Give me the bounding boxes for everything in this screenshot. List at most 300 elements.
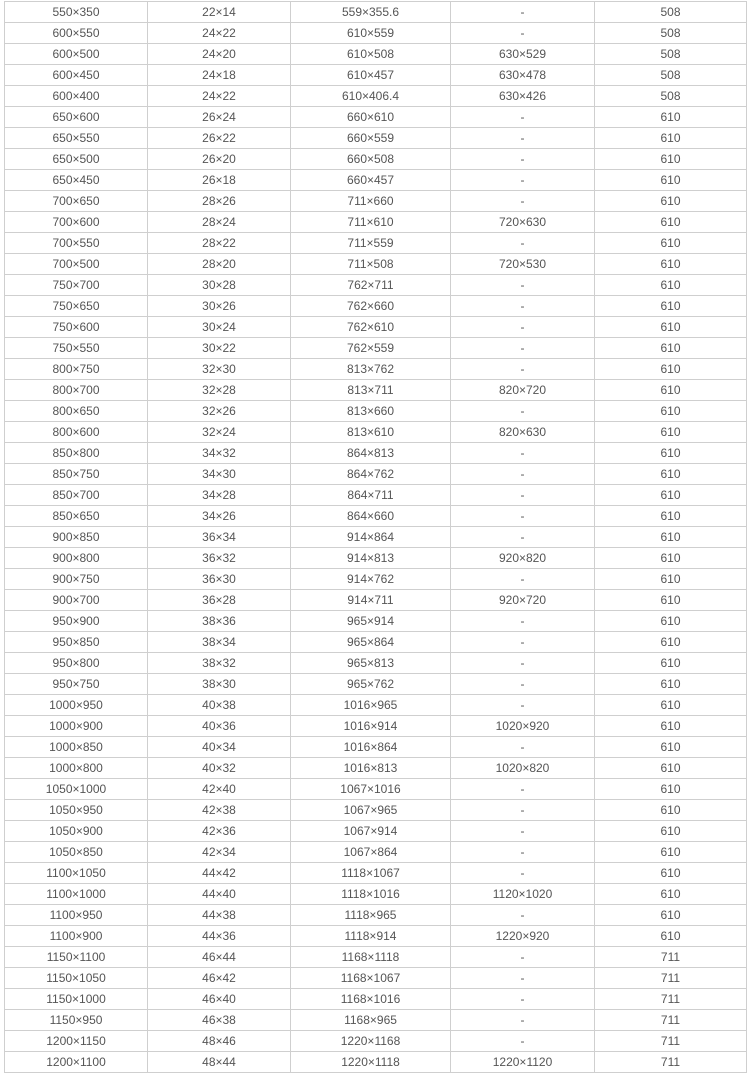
table-row [5, 758, 747, 779]
cell-nominal-size: 800×700 [5, 380, 148, 401]
table-row [5, 611, 747, 632]
cell-nominal-size: 1150×1000 [5, 989, 148, 1010]
cell-flange-size: 610 [595, 800, 747, 821]
cell-nominal-size: 1150×1050 [5, 968, 148, 989]
cell-alt-size: - [451, 674, 595, 695]
cell-metric-size: 965×813 [291, 653, 451, 674]
table-row [5, 989, 747, 1010]
cell-metric-size: 711×508 [291, 254, 451, 275]
cell-nominal-size: 750×700 [5, 275, 148, 296]
cell-alt-size: - [451, 485, 595, 506]
cell-alt-size: - [451, 947, 595, 968]
cell-flange-size: 610 [595, 128, 747, 149]
table-row [5, 296, 747, 317]
cell-inch-size: 34×28 [148, 485, 291, 506]
cell-nominal-size: 600×500 [5, 44, 148, 65]
cell-alt-size: 1220×920 [451, 926, 595, 947]
cell-flange-size: 711 [595, 989, 747, 1010]
cell-flange-size: 610 [595, 338, 747, 359]
cell-inch-size: 46×44 [148, 947, 291, 968]
cell-inch-size: 30×22 [148, 338, 291, 359]
table-row [5, 1010, 747, 1031]
cell-alt-size: - [451, 842, 595, 863]
table-row [5, 44, 747, 65]
cell-inch-size: 44×42 [148, 863, 291, 884]
cell-alt-size: - [451, 359, 595, 380]
table-row [5, 590, 747, 611]
cell-metric-size: 1168×1016 [291, 989, 451, 1010]
cell-metric-size: 1067×965 [291, 800, 451, 821]
cell-inch-size: 28×24 [148, 212, 291, 233]
cell-nominal-size: 600×400 [5, 86, 148, 107]
cell-metric-size: 1118×914 [291, 926, 451, 947]
cell-metric-size: 559×355.6 [291, 2, 451, 23]
cell-alt-size: 920×720 [451, 590, 595, 611]
cell-inch-size: 42×36 [148, 821, 291, 842]
cell-inch-size: 28×26 [148, 191, 291, 212]
table-row [5, 191, 747, 212]
cell-metric-size: 1067×1016 [291, 779, 451, 800]
cell-flange-size: 610 [595, 359, 747, 380]
cell-nominal-size: 650×450 [5, 170, 148, 191]
cell-metric-size: 813×711 [291, 380, 451, 401]
table-row [5, 737, 747, 758]
cell-inch-size: 30×26 [148, 296, 291, 317]
cell-alt-size: - [451, 128, 595, 149]
size-spec-table-body [5, 2, 747, 1073]
cell-inch-size: 32×26 [148, 401, 291, 422]
cell-inch-size: 38×30 [148, 674, 291, 695]
cell-inch-size: 36×28 [148, 590, 291, 611]
cell-alt-size: - [451, 2, 595, 23]
cell-flange-size: 610 [595, 380, 747, 401]
table-row [5, 779, 747, 800]
cell-metric-size: 610×508 [291, 44, 451, 65]
table-row [5, 842, 747, 863]
cell-nominal-size: 650×500 [5, 149, 148, 170]
cell-inch-size: 28×22 [148, 233, 291, 254]
cell-metric-size: 965×864 [291, 632, 451, 653]
cell-nominal-size: 800×750 [5, 359, 148, 380]
table-row [5, 821, 747, 842]
table-row [5, 359, 747, 380]
cell-nominal-size: 850×750 [5, 464, 148, 485]
table-row [5, 716, 747, 737]
cell-metric-size: 965×762 [291, 674, 451, 695]
cell-alt-size: 630×426 [451, 86, 595, 107]
cell-inch-size: 32×30 [148, 359, 291, 380]
cell-alt-size: - [451, 338, 595, 359]
table-row [5, 149, 747, 170]
cell-metric-size: 762×610 [291, 317, 451, 338]
cell-alt-size: 1220×1120 [451, 1052, 595, 1073]
cell-flange-size: 610 [595, 842, 747, 863]
cell-nominal-size: 600×450 [5, 65, 148, 86]
cell-nominal-size: 600×550 [5, 23, 148, 44]
cell-flange-size: 610 [595, 590, 747, 611]
cell-metric-size: 914×864 [291, 527, 451, 548]
cell-metric-size: 1220×1168 [291, 1031, 451, 1052]
cell-inch-size: 26×20 [148, 149, 291, 170]
cell-alt-size: 820×630 [451, 422, 595, 443]
cell-metric-size: 1016×864 [291, 737, 451, 758]
cell-nominal-size: 550×350 [5, 2, 148, 23]
cell-alt-size: 1020×920 [451, 716, 595, 737]
cell-metric-size: 914×813 [291, 548, 451, 569]
cell-inch-size: 34×30 [148, 464, 291, 485]
cell-alt-size: - [451, 23, 595, 44]
cell-alt-size: - [451, 569, 595, 590]
cell-inch-size: 42×40 [148, 779, 291, 800]
cell-inch-size: 26×18 [148, 170, 291, 191]
cell-flange-size: 508 [595, 86, 747, 107]
cell-flange-size: 610 [595, 443, 747, 464]
cell-flange-size: 610 [595, 527, 747, 548]
table-row [5, 947, 747, 968]
table-row [5, 884, 747, 905]
cell-nominal-size: 900×750 [5, 569, 148, 590]
cell-alt-size: - [451, 275, 595, 296]
cell-nominal-size: 1000×800 [5, 758, 148, 779]
cell-inch-size: 42×34 [148, 842, 291, 863]
cell-flange-size: 610 [595, 653, 747, 674]
cell-alt-size: - [451, 821, 595, 842]
cell-alt-size: - [451, 527, 595, 548]
cell-flange-size: 610 [595, 821, 747, 842]
cell-flange-size: 610 [595, 149, 747, 170]
table-row [5, 86, 747, 107]
cell-flange-size: 610 [595, 548, 747, 569]
cell-inch-size: 38×34 [148, 632, 291, 653]
cell-flange-size: 610 [595, 422, 747, 443]
cell-flange-size: 711 [595, 947, 747, 968]
cell-nominal-size: 950×900 [5, 611, 148, 632]
cell-metric-size: 660×559 [291, 128, 451, 149]
cell-inch-size: 24×22 [148, 86, 291, 107]
cell-alt-size: - [451, 905, 595, 926]
cell-inch-size: 28×20 [148, 254, 291, 275]
cell-alt-size: - [451, 653, 595, 674]
table-row [5, 926, 747, 947]
cell-nominal-size: 800×600 [5, 422, 148, 443]
cell-metric-size: 864×813 [291, 443, 451, 464]
table-row [5, 905, 747, 926]
cell-nominal-size: 700×650 [5, 191, 148, 212]
cell-flange-size: 610 [595, 212, 747, 233]
cell-nominal-size: 1150×950 [5, 1010, 148, 1031]
cell-metric-size: 610×559 [291, 23, 451, 44]
cell-inch-size: 40×38 [148, 695, 291, 716]
cell-alt-size: 920×820 [451, 548, 595, 569]
cell-metric-size: 1016×965 [291, 695, 451, 716]
cell-flange-size: 610 [595, 485, 747, 506]
cell-nominal-size: 1100×900 [5, 926, 148, 947]
cell-alt-size: - [451, 296, 595, 317]
table-row [5, 968, 747, 989]
cell-flange-size: 610 [595, 107, 747, 128]
cell-alt-size: - [451, 611, 595, 632]
cell-flange-size: 610 [595, 905, 747, 926]
cell-flange-size: 610 [595, 317, 747, 338]
cell-flange-size: 711 [595, 968, 747, 989]
cell-nominal-size: 850×800 [5, 443, 148, 464]
cell-inch-size: 48×44 [148, 1052, 291, 1073]
cell-inch-size: 38×36 [148, 611, 291, 632]
cell-flange-size: 610 [595, 884, 747, 905]
table-row [5, 23, 747, 44]
cell-metric-size: 660×508 [291, 149, 451, 170]
cell-metric-size: 1168×1067 [291, 968, 451, 989]
cell-inch-size: 44×38 [148, 905, 291, 926]
cell-nominal-size: 700×600 [5, 212, 148, 233]
cell-flange-size: 610 [595, 170, 747, 191]
cell-alt-size: - [451, 863, 595, 884]
cell-alt-size: - [451, 989, 595, 1010]
table-row [5, 569, 747, 590]
table-row [5, 548, 747, 569]
table-row [5, 1031, 747, 1052]
cell-nominal-size: 1000×950 [5, 695, 148, 716]
cell-flange-size: 711 [595, 1031, 747, 1052]
table-row [5, 485, 747, 506]
cell-alt-size: 1120×1020 [451, 884, 595, 905]
cell-inch-size: 36×30 [148, 569, 291, 590]
cell-nominal-size: 700×550 [5, 233, 148, 254]
cell-nominal-size: 1100×1000 [5, 884, 148, 905]
table-row [5, 65, 747, 86]
cell-nominal-size: 750×650 [5, 296, 148, 317]
cell-metric-size: 711×559 [291, 233, 451, 254]
cell-flange-size: 610 [595, 191, 747, 212]
cell-inch-size: 34×32 [148, 443, 291, 464]
cell-nominal-size: 750×600 [5, 317, 148, 338]
table-row [5, 401, 747, 422]
cell-metric-size: 1118×965 [291, 905, 451, 926]
cell-metric-size: 711×660 [291, 191, 451, 212]
cell-inch-size: 40×32 [148, 758, 291, 779]
cell-alt-size: 630×529 [451, 44, 595, 65]
table-row [5, 212, 747, 233]
table-row [5, 1052, 747, 1073]
table-row [5, 695, 747, 716]
cell-flange-size: 508 [595, 44, 747, 65]
cell-metric-size: 914×711 [291, 590, 451, 611]
cell-nominal-size: 1100×950 [5, 905, 148, 926]
cell-metric-size: 711×610 [291, 212, 451, 233]
cell-metric-size: 1118×1067 [291, 863, 451, 884]
cell-metric-size: 1067×914 [291, 821, 451, 842]
cell-metric-size: 762×711 [291, 275, 451, 296]
cell-alt-size: - [451, 443, 595, 464]
cell-flange-size: 610 [595, 674, 747, 695]
cell-nominal-size: 1000×850 [5, 737, 148, 758]
cell-nominal-size: 950×750 [5, 674, 148, 695]
cell-nominal-size: 1200×1100 [5, 1052, 148, 1073]
cell-alt-size: - [451, 464, 595, 485]
cell-alt-size: 720×530 [451, 254, 595, 275]
cell-flange-size: 610 [595, 569, 747, 590]
cell-nominal-size: 700×500 [5, 254, 148, 275]
cell-flange-size: 711 [595, 1052, 747, 1073]
table-row [5, 380, 747, 401]
cell-alt-size: - [451, 779, 595, 800]
cell-inch-size: 46×42 [148, 968, 291, 989]
cell-alt-size: 630×478 [451, 65, 595, 86]
cell-inch-size: 22×14 [148, 2, 291, 23]
cell-nominal-size: 850×700 [5, 485, 148, 506]
cell-metric-size: 864×660 [291, 506, 451, 527]
cell-inch-size: 46×38 [148, 1010, 291, 1031]
table-row [5, 506, 747, 527]
cell-nominal-size: 900×700 [5, 590, 148, 611]
table-row [5, 107, 747, 128]
cell-metric-size: 762×660 [291, 296, 451, 317]
cell-alt-size: - [451, 737, 595, 758]
cell-nominal-size: 850×650 [5, 506, 148, 527]
cell-flange-size: 610 [595, 296, 747, 317]
cell-flange-size: 610 [595, 737, 747, 758]
cell-metric-size: 1067×864 [291, 842, 451, 863]
cell-metric-size: 965×914 [291, 611, 451, 632]
cell-nominal-size: 950×850 [5, 632, 148, 653]
cell-flange-size: 610 [595, 611, 747, 632]
table-row [5, 464, 747, 485]
size-spec-table [4, 1, 747, 1073]
cell-flange-size: 610 [595, 695, 747, 716]
table-row [5, 443, 747, 464]
cell-inch-size: 36×32 [148, 548, 291, 569]
cell-nominal-size: 650×550 [5, 128, 148, 149]
cell-metric-size: 864×711 [291, 485, 451, 506]
cell-flange-size: 610 [595, 275, 747, 296]
table-row [5, 674, 747, 695]
cell-alt-size: - [451, 107, 595, 128]
cell-inch-size: 30×24 [148, 317, 291, 338]
table-row [5, 2, 747, 23]
cell-flange-size: 610 [595, 758, 747, 779]
cell-inch-size: 24×22 [148, 23, 291, 44]
cell-nominal-size: 1050×900 [5, 821, 148, 842]
cell-nominal-size: 950×800 [5, 653, 148, 674]
cell-alt-size: 720×630 [451, 212, 595, 233]
cell-inch-size: 36×34 [148, 527, 291, 548]
table-row [5, 233, 747, 254]
cell-metric-size: 1016×914 [291, 716, 451, 737]
cell-flange-size: 508 [595, 23, 747, 44]
cell-flange-size: 610 [595, 254, 747, 275]
cell-alt-size: - [451, 233, 595, 254]
cell-metric-size: 813×610 [291, 422, 451, 443]
cell-metric-size: 1118×1016 [291, 884, 451, 905]
cell-flange-size: 508 [595, 65, 747, 86]
cell-alt-size: - [451, 149, 595, 170]
cell-flange-size: 610 [595, 863, 747, 884]
table-row [5, 275, 747, 296]
cell-flange-size: 508 [595, 2, 747, 23]
table-row [5, 317, 747, 338]
cell-alt-size: - [451, 170, 595, 191]
cell-inch-size: 24×20 [148, 44, 291, 65]
cell-inch-size: 38×32 [148, 653, 291, 674]
cell-alt-size: - [451, 800, 595, 821]
cell-alt-size: - [451, 191, 595, 212]
cell-metric-size: 610×406.4 [291, 86, 451, 107]
table-row [5, 800, 747, 821]
cell-nominal-size: 650×600 [5, 107, 148, 128]
cell-inch-size: 26×24 [148, 107, 291, 128]
cell-nominal-size: 750×550 [5, 338, 148, 359]
cell-inch-size: 44×40 [148, 884, 291, 905]
cell-metric-size: 1016×813 [291, 758, 451, 779]
cell-alt-size: 1020×820 [451, 758, 595, 779]
cell-metric-size: 813×660 [291, 401, 451, 422]
cell-metric-size: 864×762 [291, 464, 451, 485]
cell-inch-size: 44×36 [148, 926, 291, 947]
cell-flange-size: 610 [595, 632, 747, 653]
cell-nominal-size: 1000×900 [5, 716, 148, 737]
cell-alt-size: 820×720 [451, 380, 595, 401]
cell-alt-size: - [451, 968, 595, 989]
cell-alt-size: - [451, 506, 595, 527]
cell-metric-size: 762×559 [291, 338, 451, 359]
cell-metric-size: 1168×1118 [291, 947, 451, 968]
cell-nominal-size: 1200×1150 [5, 1031, 148, 1052]
table-row [5, 863, 747, 884]
cell-inch-size: 42×38 [148, 800, 291, 821]
cell-inch-size: 40×36 [148, 716, 291, 737]
cell-flange-size: 610 [595, 506, 747, 527]
cell-alt-size: - [451, 632, 595, 653]
cell-metric-size: 660×457 [291, 170, 451, 191]
cell-flange-size: 610 [595, 464, 747, 485]
cell-nominal-size: 1050×850 [5, 842, 148, 863]
cell-nominal-size: 1150×1100 [5, 947, 148, 968]
cell-inch-size: 32×24 [148, 422, 291, 443]
cell-inch-size: 24×18 [148, 65, 291, 86]
cell-flange-size: 610 [595, 233, 747, 254]
cell-inch-size: 30×28 [148, 275, 291, 296]
cell-inch-size: 26×22 [148, 128, 291, 149]
cell-nominal-size: 800×650 [5, 401, 148, 422]
table-row [5, 338, 747, 359]
cell-nominal-size: 1050×1000 [5, 779, 148, 800]
cell-inch-size: 48×46 [148, 1031, 291, 1052]
cell-nominal-size: 1100×1050 [5, 863, 148, 884]
cell-flange-size: 610 [595, 401, 747, 422]
cell-alt-size: - [451, 1010, 595, 1031]
table-row [5, 170, 747, 191]
cell-metric-size: 660×610 [291, 107, 451, 128]
cell-inch-size: 32×28 [148, 380, 291, 401]
cell-inch-size: 40×34 [148, 737, 291, 758]
cell-metric-size: 813×762 [291, 359, 451, 380]
cell-metric-size: 1220×1118 [291, 1052, 451, 1073]
table-row [5, 632, 747, 653]
table-row [5, 422, 747, 443]
cell-inch-size: 34×26 [148, 506, 291, 527]
cell-nominal-size: 1050×950 [5, 800, 148, 821]
cell-alt-size: - [451, 695, 595, 716]
cell-flange-size: 711 [595, 1010, 747, 1031]
cell-flange-size: 610 [595, 716, 747, 737]
table-row [5, 527, 747, 548]
cell-flange-size: 610 [595, 779, 747, 800]
cell-nominal-size: 900×850 [5, 527, 148, 548]
table-row [5, 254, 747, 275]
cell-nominal-size: 900×800 [5, 548, 148, 569]
cell-metric-size: 914×762 [291, 569, 451, 590]
cell-inch-size: 46×40 [148, 989, 291, 1010]
